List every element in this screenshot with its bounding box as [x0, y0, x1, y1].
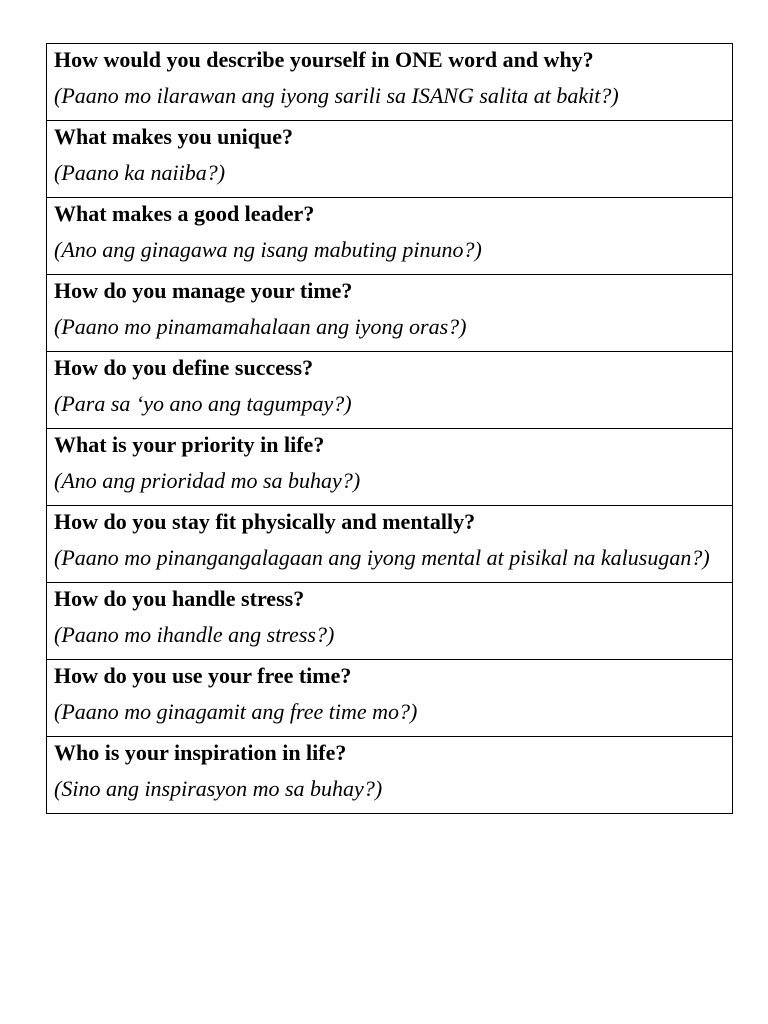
- question-english: How do you manage your time?: [54, 278, 353, 303]
- question-cell: [47, 352, 733, 429]
- question-english: What is your priority in life?: [54, 432, 325, 457]
- question-english: How do you handle stress?: [54, 586, 305, 611]
- question-cell: [47, 198, 733, 275]
- question-cell: [47, 429, 733, 506]
- table-row: [47, 429, 733, 506]
- table-row: [47, 121, 733, 198]
- questions-table: [46, 43, 733, 814]
- table-row: [47, 660, 733, 737]
- question-cell: [47, 44, 733, 121]
- table-row: [47, 198, 733, 275]
- question-english: What makes a good leader?: [54, 201, 315, 226]
- question-english: What makes you unique?: [54, 124, 294, 149]
- question-filipino: (Paano mo pinangangalagaan ang iyong mental at pisikal na kalusugan?): [54, 545, 710, 570]
- question-filipino: (Paano mo ilarawan ang iyong sarili sa ISANG salita at bakit?): [54, 83, 619, 108]
- question-filipino: (Paano ka naiiba?): [54, 160, 226, 185]
- question-cell: [47, 660, 733, 737]
- question-english: Who is your inspiration in life?: [54, 740, 347, 765]
- question-cell: [47, 121, 733, 198]
- question-cell: [47, 737, 733, 814]
- question-cell: [47, 506, 733, 583]
- table-row: [47, 44, 733, 121]
- table-row: [47, 352, 733, 429]
- table-row: [47, 583, 733, 660]
- question-english: How do you define success?: [54, 355, 314, 380]
- table-row: [47, 737, 733, 814]
- question-filipino: (Ano ang ginagawa ng isang mabuting pinuno?): [54, 237, 482, 262]
- question-english: How would you describe yourself in ONE word and why?: [54, 47, 594, 72]
- question-filipino: (Ano ang prioridad mo sa buhay?): [54, 468, 361, 493]
- question-filipino: (Paano mo pinamamahalaan ang iyong oras?): [54, 314, 467, 339]
- question-filipino: (Paano mo ihandle ang stress?): [54, 622, 335, 647]
- question-english: How do you stay fit physically and mentally?: [54, 509, 476, 534]
- question-filipino: (Paano mo ginagamit ang free time mo?): [54, 699, 418, 724]
- question-cell: [47, 275, 733, 352]
- table-row: [47, 275, 733, 352]
- question-filipino: (Para sa ‘yo ano ang tagumpay?): [54, 391, 352, 416]
- question-filipino: (Sino ang inspirasyon mo sa buhay?): [54, 776, 383, 801]
- table-row: [47, 506, 733, 583]
- question-cell: [47, 583, 733, 660]
- question-english: How do you use your free time?: [54, 663, 352, 688]
